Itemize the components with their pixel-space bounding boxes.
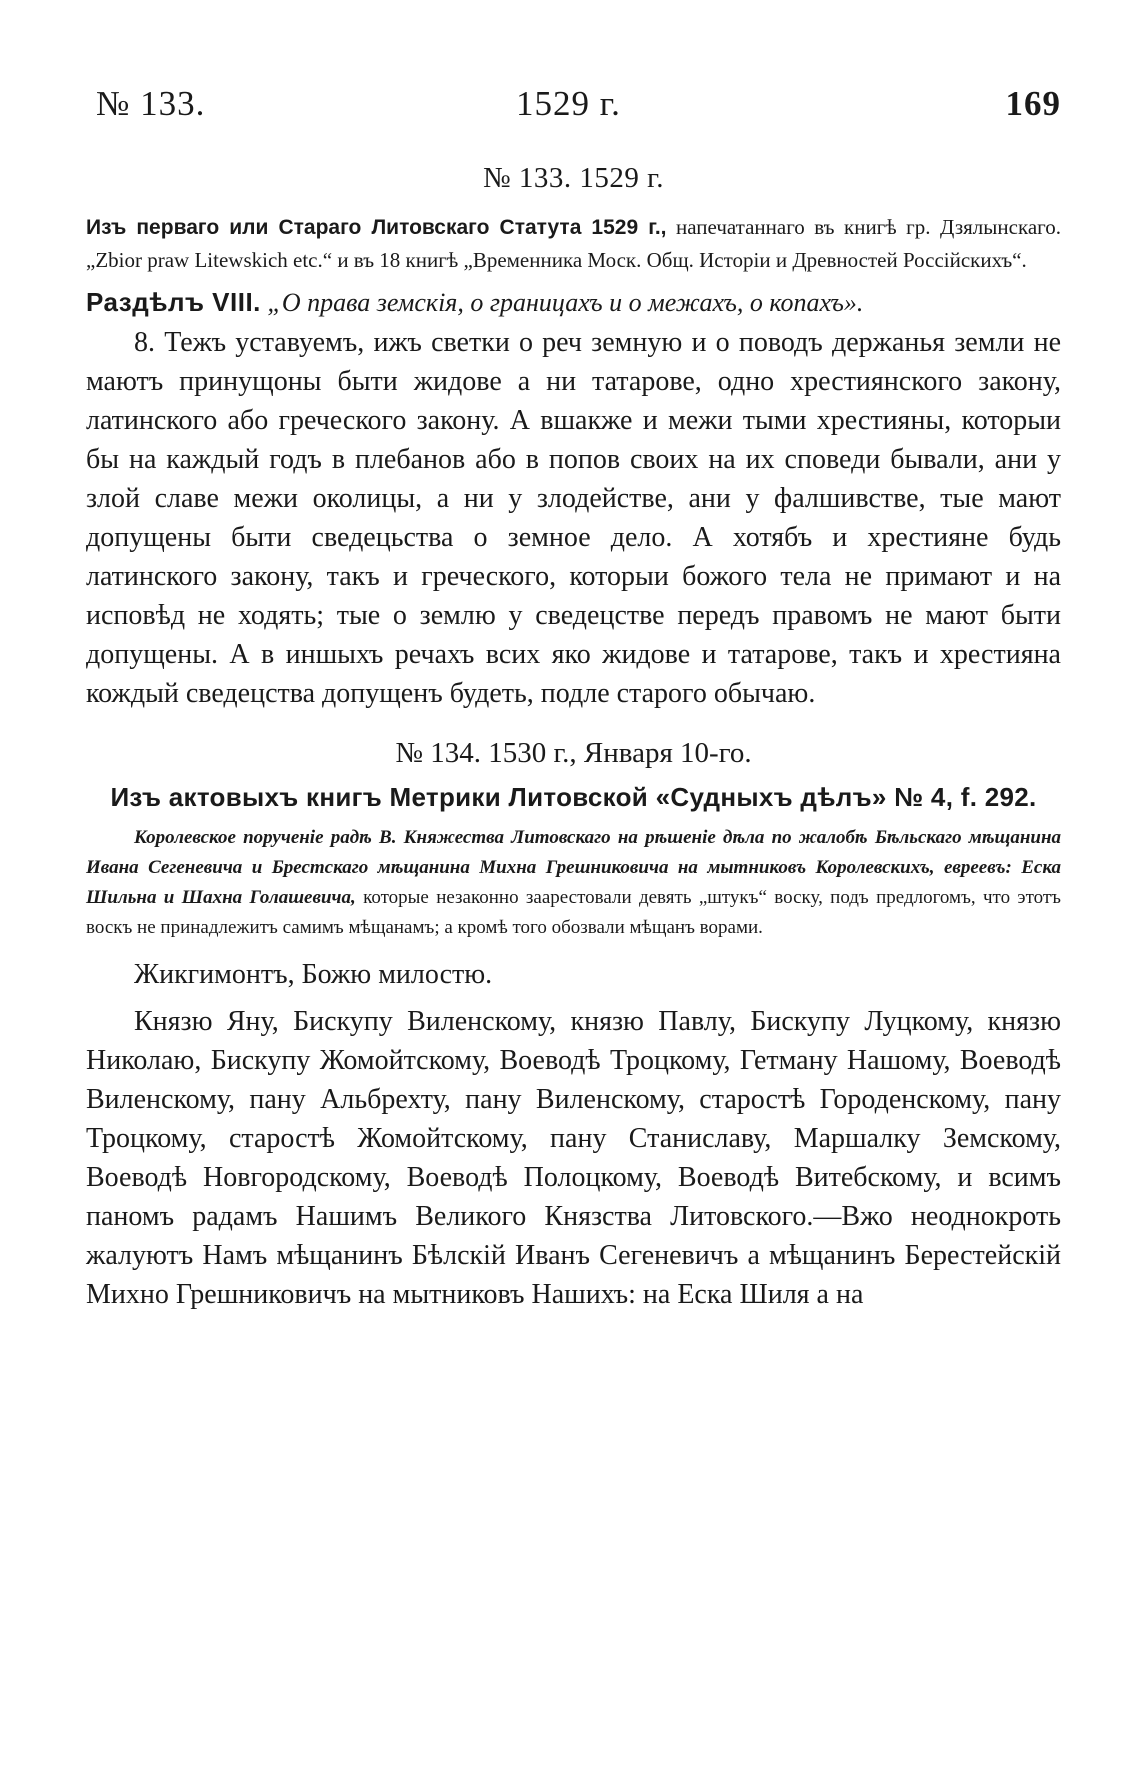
section-title: „О права земскія, о границахъ и о межахъ, о копахъ». bbox=[260, 288, 864, 317]
running-head-document-number: № 133. bbox=[96, 84, 206, 123]
document-134-paragraph: Князю Яну, Бискупу Виленскому, князю Павлу, Бискупу Луцкому, князю Николаю, Бискупу Жомойтскому, Воеводѣ Троцкому, Гетману Нашому, Воеводѣ Виленскому, пану Альбрехту, пану Виленскому, старостѣ Городенскому, пану Троцкому, старостѣ Жомойтскому, пану Станиславу, Маршалку Земскому, Воеводѣ Новгородскому, Воеводѣ Полоцкому, Воеводѣ Витебскому, и всимъ паномъ радамъ Нашимъ Великого Князства Литовского.—Вжо неоднокроть жалуютъ Намъ мѣщанинъ Бѣлскій Иванъ Сегеневичъ а мѣщанинъ Берестейскій Михно Грешниковичъ на мытниковъ Нашихъ: на Еска Шиля а на bbox=[86, 1006, 1061, 1310]
abstract-italic: Королевское порученіе радѣ В. Княжества Литовскаго на рѣшеніе дѣла по жалобѣ Бѣльскаго мѣщанина Ивана Сегеневича и Брестскаго мѣщанина Михна Грешниковича на мытниковъ Королевскихъ, евреевъ: Еска Шильна и Шахна Голашевича, bbox=[86, 827, 1061, 908]
document-134-heading: № 134. 1530 г., Января 10-го. bbox=[395, 737, 752, 769]
document-133-heading: № 133. 1529 г. bbox=[482, 162, 665, 194]
section-heading bbox=[86, 282, 1061, 323]
source-note-bold: Изъ перваго или Стараго Литовскаго Статута 1529 г., bbox=[86, 216, 667, 239]
document-133-source-note bbox=[86, 211, 1061, 276]
book-page bbox=[86, 70, 1061, 1314]
section-label: Раздѣлъ VIII. bbox=[86, 287, 261, 317]
page-number: 169 bbox=[1005, 84, 1061, 123]
document-134-abstract bbox=[86, 823, 1061, 943]
document-134-greeting: Жикгимонтъ, Божю милостю. bbox=[134, 959, 493, 990]
document-133-paragraph: 8. Тежъ уставуемъ, ижъ светки о реч земную и о поводъ держанья земли не маютъ принущоны быти жидове а ни татарове, одно хрестиянского закону, латинского або греческого закону. А вшакже и межи тыми хрестияны, которыи бы на каждый годъ в плебанов або в попов своих на их споведи бывали, ани у злой славе межи околицы, а ни у злодействе, ани у фалшивстве, тые мают допущены быти сведецьства о земное дело. А хотябъ и хрестияне будь латинского закону, такъ и греческого, которыи божого тела не примают и на исповѣд не ходять; тые о землю у сведецстве передъ правомъ не мают быти допущены. А в иншыхъ речахъ всих яко жидове и татарове, такъ и хрестияна кождый сведецства допущенъ будеть, подле старого обычаю. bbox=[86, 327, 1061, 709]
running-head bbox=[86, 70, 1061, 130]
document-134-source: Изъ актовыхъ книгъ Метрики Литовской «Судныхъ дѣлъ» № 4, f. 292. bbox=[110, 782, 1037, 812]
running-head-year: 1529 г. bbox=[516, 84, 621, 123]
source-note-rest: напечатаннаго въ книгѣ гр. Дзялынскаго. „Zbior praw Litewskich etc.“ и въ 18 книгѣ „Временника Моск. Общ. Исторіи и Древностей Россійскихъ“. bbox=[86, 215, 1062, 272]
abstract-rest: которые незаконно заарестовали девять „штукъ“ воску, подъ предлогомъ, что этотъ воскъ не принадлежитъ самимъ мѣщанамъ; а кромѣ того обозвали мѣщанъ ворами. bbox=[86, 887, 1061, 938]
